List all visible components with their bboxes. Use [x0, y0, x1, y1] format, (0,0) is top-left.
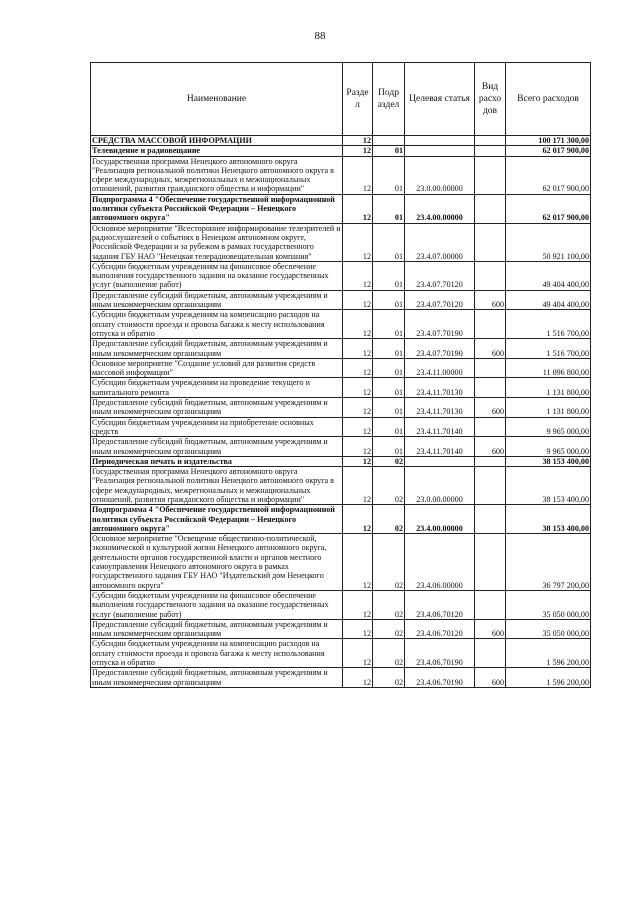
- row-total-cell: 62 017 900,00: [506, 146, 591, 156]
- row-total-cell: 1 131 800,00: [506, 378, 591, 398]
- row-name-cell: Субсидии бюджетным учреждениям на финансовое обеспечение выполнения государственного задания на оказание государственных услуг (выполнение работ): [91, 590, 343, 619]
- row-subsection-cell: 02: [373, 668, 405, 688]
- row-subsection-cell: 01: [373, 358, 405, 378]
- row-exp-type-cell: 600: [475, 437, 506, 457]
- table-row: [91, 223, 591, 261]
- row-article-cell: 23.4.00.00000: [405, 194, 475, 223]
- header-article: Целевая статья: [405, 63, 475, 136]
- row-exp-type-cell: [475, 223, 506, 261]
- header-section: Разде л: [343, 63, 373, 136]
- row-name-cell: Основное мероприятие "Освещение общественно-политической, экономической и культурной жизни Ненецкого автономного округа, деятельности органов государственной власти и органов местного самоуправления Ненецкого автономного округа в рамках государственного задания ГБУ НАО "Издательский дом Ненецкого автономного округа": [91, 534, 343, 591]
- row-name-cell: СРЕДСТВА МАССОВОЙ ИНФОРМАЦИИ: [91, 136, 343, 146]
- row-subsection-cell: 02: [373, 456, 405, 466]
- row-exp-type-cell: 600: [475, 668, 506, 688]
- row-name-cell: Предоставление субсидий бюджетным, автономным учреждениям и иным некоммерческим организациям: [91, 437, 343, 457]
- row-name-cell: Субсидии бюджетным учреждениям на компенсацию расходов на оплату стоимости проезда и провоза багажа к месту использования отпуска и обратно: [91, 310, 343, 339]
- table-row: [91, 194, 591, 223]
- row-article-cell: 23.4.11.00000: [405, 358, 475, 378]
- row-total-cell: 38 153 400,00: [506, 467, 591, 505]
- row-exp-type-cell: [475, 156, 506, 194]
- row-article-cell: 23.4.07.00000: [405, 223, 475, 261]
- row-name-cell: Периодическая печать и издательства: [91, 456, 343, 466]
- row-article-cell: [405, 136, 475, 146]
- row-section-cell: 12: [343, 668, 373, 688]
- row-total-cell: 1 516 700,00: [506, 310, 591, 339]
- row-section-cell: 12: [343, 194, 373, 223]
- row-exp-type-cell: 600: [475, 339, 506, 359]
- row-subsection-cell: 01: [373, 156, 405, 194]
- row-article-cell: [405, 146, 475, 156]
- row-article-cell: 23.4.11.70130: [405, 378, 475, 398]
- row-subsection-cell: 02: [373, 639, 405, 668]
- row-name-cell: Субсидии бюджетным учреждениям на проведение текущего и капитального ремонта: [91, 378, 343, 398]
- table-row: [91, 290, 591, 310]
- row-subsection-cell: 01: [373, 223, 405, 261]
- row-section-cell: 12: [343, 290, 373, 310]
- row-name-cell: Предоставление субсидий бюджетным, автономным учреждениям и иным некоммерческим организациям: [91, 398, 343, 418]
- row-total-cell: 11 096 800,00: [506, 358, 591, 378]
- row-exp-type-cell: [475, 378, 506, 398]
- row-name-cell: Субсидии бюджетным учреждениям на финансовое обеспечение выполнения государственного задания на оказание государственных услуг (выполнение работ): [91, 261, 343, 290]
- row-subsection-cell: 01: [373, 194, 405, 223]
- row-article-cell: 23.0.00.00000: [405, 467, 475, 505]
- table-row: [91, 146, 591, 156]
- row-article-cell: 23.4.11.70140: [405, 437, 475, 457]
- table-row: [91, 467, 591, 505]
- expenditure-table: [90, 62, 591, 688]
- row-section-cell: 12: [343, 156, 373, 194]
- table-row: [91, 339, 591, 359]
- row-total-cell: 49 404 400,00: [506, 261, 591, 290]
- row-section-cell: 12: [343, 310, 373, 339]
- row-total-cell: 38 153 400,00: [506, 505, 591, 534]
- table-row: [91, 136, 591, 146]
- row-section-cell: 12: [343, 146, 373, 156]
- row-exp-type-cell: [475, 590, 506, 619]
- row-subsection-cell: 02: [373, 619, 405, 639]
- row-section-cell: 12: [343, 619, 373, 639]
- row-section-cell: 12: [343, 398, 373, 418]
- row-article-cell: 23.4.11.70140: [405, 417, 475, 437]
- row-article-cell: 23.4.00.00000: [405, 505, 475, 534]
- row-total-cell: 1 596 200,00: [506, 639, 591, 668]
- row-exp-type-cell: [475, 456, 506, 466]
- row-article-cell: 23.4.11.70130: [405, 398, 475, 418]
- header-exp-type: Вид расхо дов: [475, 63, 506, 136]
- row-subsection-cell: 02: [373, 590, 405, 619]
- row-name-cell: Предоставление субсидий бюджетным, автономным учреждениям и иным некоммерческим организациям: [91, 668, 343, 688]
- row-total-cell: 9 965 000,00: [506, 417, 591, 437]
- row-name-cell: Предоставление субсидий бюджетным, автономным учреждениям и иным некоммерческим организациям: [91, 339, 343, 359]
- row-name-cell: Субсидии бюджетным учреждениям на приобретение основных средств: [91, 417, 343, 437]
- table-body: [91, 136, 591, 688]
- row-total-cell: 1 131 800,00: [506, 398, 591, 418]
- header-name: Наименование: [91, 63, 343, 136]
- table-row: [91, 534, 591, 591]
- row-name-cell: Подпрограмма 4 "Обеспечение государственной информационной политики субъекта Российской Федерации – Ненецкого автономного округа": [91, 194, 343, 223]
- table-row: [91, 456, 591, 466]
- row-name-cell: Государственная программа Ненецкого автономного округа "Реализация региональной политики Ненецкого автономного округа в сфере международных, межрегиональных и межнациональных отношений, развития гражданского общества и информации": [91, 467, 343, 505]
- table-row: [91, 398, 591, 418]
- row-subsection-cell: 02: [373, 534, 405, 591]
- row-article-cell: 23.4.06.70190: [405, 668, 475, 688]
- row-name-cell: Предоставление субсидий бюджетным, автономным учреждениям и иным некоммерческим организациям: [91, 290, 343, 310]
- row-article-cell: 23.0.00.00000: [405, 156, 475, 194]
- row-exp-type-cell: [475, 194, 506, 223]
- table-row: [91, 668, 591, 688]
- row-section-cell: 12: [343, 417, 373, 437]
- row-subsection-cell: 01: [373, 339, 405, 359]
- table-row: [91, 261, 591, 290]
- header-subsection: Подр аздел: [373, 63, 405, 136]
- row-article-cell: 23.4.07.70190: [405, 310, 475, 339]
- row-subsection-cell: 02: [373, 467, 405, 505]
- row-total-cell: 38 153 400,00: [506, 456, 591, 466]
- row-total-cell: 1 516 700,00: [506, 339, 591, 359]
- table-row: [91, 310, 591, 339]
- row-section-cell: 12: [343, 437, 373, 457]
- table-row: [91, 590, 591, 619]
- row-section-cell: 12: [343, 505, 373, 534]
- row-section-cell: 12: [343, 223, 373, 261]
- row-exp-type-cell: [475, 534, 506, 591]
- row-total-cell: 36 797 200,00: [506, 534, 591, 591]
- row-exp-type-cell: [475, 505, 506, 534]
- row-article-cell: 23.4.06.70190: [405, 639, 475, 668]
- row-exp-type-cell: [475, 136, 506, 146]
- row-subsection-cell: 01: [373, 378, 405, 398]
- row-exp-type-cell: [475, 261, 506, 290]
- row-subsection-cell: 01: [373, 310, 405, 339]
- row-total-cell: 50 921 100,00: [506, 223, 591, 261]
- row-name-cell: Субсидии бюджетным учреждениям на компенсацию расходов на оплату стоимости проезда и провоза багажа к месту использования отпуска и обратно: [91, 639, 343, 668]
- table-row: [91, 437, 591, 457]
- row-total-cell: 1 596 200,00: [506, 668, 591, 688]
- row-name-cell: Подпрограмма 4 "Обеспечение государственной информационной политики субъекта Российской Федерации – Ненецкого автономного округа": [91, 505, 343, 534]
- row-total-cell: 100 171 300,00: [506, 136, 591, 146]
- row-article-cell: 23.4.07.70120: [405, 261, 475, 290]
- row-subsection-cell: 01: [373, 437, 405, 457]
- row-article-cell: 23.4.07.70190: [405, 339, 475, 359]
- table-header-row: [91, 63, 591, 136]
- row-section-cell: 12: [343, 339, 373, 359]
- row-total-cell: 49 404 400,00: [506, 290, 591, 310]
- row-name-cell: Государственная программа Ненецкого автономного округа "Реализация региональной политики Ненецкого автономного округа в сфере международных, межрегиональных и межнациональных отношений, развития гражданского общества и информации": [91, 156, 343, 194]
- row-subsection-cell: [373, 136, 405, 146]
- row-exp-type-cell: [475, 417, 506, 437]
- row-exp-type-cell: [475, 146, 506, 156]
- row-name-cell: Телевидение и радиовещание: [91, 146, 343, 156]
- row-article-cell: 23.4.06.70120: [405, 590, 475, 619]
- row-subsection-cell: 01: [373, 261, 405, 290]
- row-exp-type-cell: [475, 358, 506, 378]
- row-subsection-cell: 01: [373, 417, 405, 437]
- table-row: [91, 358, 591, 378]
- row-section-cell: 12: [343, 261, 373, 290]
- row-total-cell: 62 017 900,00: [506, 194, 591, 223]
- row-exp-type-cell: [475, 467, 506, 505]
- row-article-cell: 23.4.07.70120: [405, 290, 475, 310]
- row-section-cell: 12: [343, 378, 373, 398]
- row-total-cell: 62 017 900,00: [506, 156, 591, 194]
- row-total-cell: 9 965 000,00: [506, 437, 591, 457]
- row-section-cell: 12: [343, 358, 373, 378]
- table-row: [91, 378, 591, 398]
- row-article-cell: [405, 456, 475, 466]
- row-total-cell: 35 050 000,00: [506, 619, 591, 639]
- row-section-cell: 12: [343, 534, 373, 591]
- row-article-cell: 23.4.06.70120: [405, 619, 475, 639]
- row-article-cell: 23.4.06.00000: [405, 534, 475, 591]
- row-exp-type-cell: [475, 310, 506, 339]
- row-subsection-cell: 02: [373, 505, 405, 534]
- row-section-cell: 12: [343, 590, 373, 619]
- row-section-cell: 12: [343, 467, 373, 505]
- row-name-cell: Предоставление субсидий бюджетным, автономным учреждениям и иным некоммерческим организациям: [91, 619, 343, 639]
- row-exp-type-cell: 600: [475, 290, 506, 310]
- row-section-cell: 12: [343, 639, 373, 668]
- table-row: [91, 639, 591, 668]
- row-exp-type-cell: 600: [475, 619, 506, 639]
- row-name-cell: Основное мероприятие "Создание условий для развития средств массовой информации": [91, 358, 343, 378]
- row-total-cell: 35 050 000,00: [506, 590, 591, 619]
- table-row: [91, 505, 591, 534]
- row-section-cell: 12: [343, 456, 373, 466]
- page-number: 88: [314, 30, 326, 42]
- row-subsection-cell: 01: [373, 290, 405, 310]
- row-exp-type-cell: 600: [475, 398, 506, 418]
- row-section-cell: 12: [343, 136, 373, 146]
- table-row: [91, 619, 591, 639]
- table-row: [91, 156, 591, 194]
- row-subsection-cell: 01: [373, 146, 405, 156]
- row-subsection-cell: 01: [373, 398, 405, 418]
- table-row: [91, 417, 591, 437]
- header-total: Всего расходов: [506, 63, 591, 136]
- row-name-cell: Основное мероприятие "Всестороннее информирование телезрителей и радиослушателей о событиях в Ненецком автономном округе, Российской Федерации и за рубежом в рамках государственного задания ГБУ НАО "Ненецкая телерадиовещательная компания": [92, 223, 341, 261]
- row-exp-type-cell: [475, 639, 506, 668]
